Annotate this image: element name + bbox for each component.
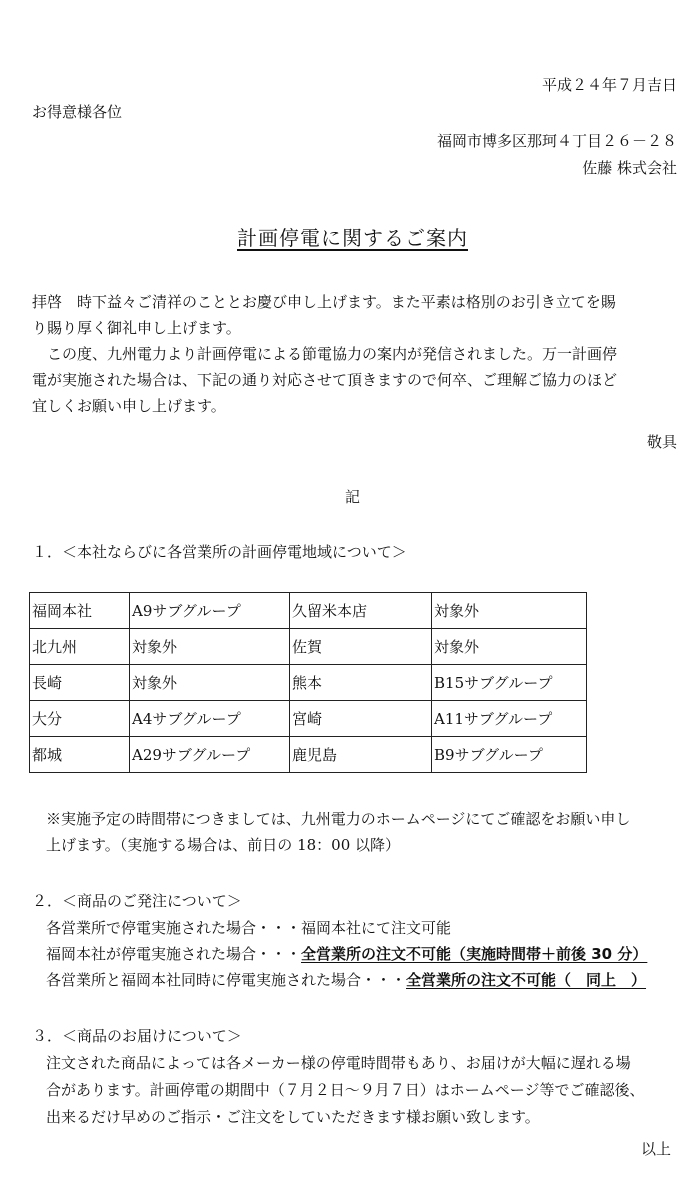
- office-name: 長崎: [30, 665, 130, 701]
- ki-heading: 記: [345, 488, 361, 506]
- table-row: [30, 701, 587, 737]
- outage-group: B15サブグループ: [432, 665, 587, 701]
- order-rule-condition: 各営業所と福岡本社同時に停電実施された場合・・・: [46, 971, 407, 989]
- table-row: [30, 737, 587, 773]
- document-title: 計画停電に関するご案内: [237, 226, 468, 250]
- outage-area-table: [29, 592, 587, 773]
- office-name: 鹿児島: [290, 737, 432, 773]
- sender-company: 佐藤 株式会社: [582, 159, 677, 177]
- table-row: [30, 593, 587, 629]
- greeting-line: この度、九州電力より計画停電による節電協力の案内が発信されました。万一計画停: [32, 345, 618, 363]
- office-name: 大分: [30, 701, 130, 737]
- outage-group: 対象外: [130, 629, 290, 665]
- note-line: ※実施予定の時間帯につきましては、九州電力のホームページにてご確認をお願い申し: [46, 810, 631, 828]
- order-rule-emphasis: 全営業所の注文不可能（ 同上 ）: [406, 971, 647, 989]
- greeting-line: 宜しくお願い申し上げます。: [32, 397, 226, 415]
- office-name: 佐賀: [290, 629, 432, 665]
- office-name: 久留米本店: [290, 593, 432, 629]
- delivery-line: 出来るだけ早めのご指示・ご注文をしていただきます様お願い致します。: [46, 1108, 540, 1126]
- section3-body: [46, 1050, 691, 1131]
- delivery-line: 注文された商品によっては各メーカー様の停電時間帯もあり、お届けが大幅に遅れる場: [46, 1054, 631, 1072]
- outage-group: 対象外: [432, 629, 587, 665]
- order-rule-emphasis: 全営業所の注文不可能（実施時間帯＋前後 30 分）: [301, 945, 648, 963]
- table-row: [30, 629, 587, 665]
- greeting-line: 電が実施された場合は、下記の通り対応させて頂きますので何卒、ご理解ご協力のほど: [32, 371, 618, 389]
- greeting-line: り賜り厚く御礼申し上げます。: [32, 319, 241, 337]
- section3-heading: ３．＜商品のお届けについて＞: [32, 1027, 242, 1045]
- greeting-paragraph: [32, 289, 682, 419]
- document-closing: 以上: [640, 1140, 671, 1158]
- office-name: 北九州: [30, 629, 130, 665]
- office-name: 福岡本社: [30, 593, 130, 629]
- outage-group: A11サブグループ: [432, 701, 587, 737]
- table-row: [30, 665, 587, 701]
- outage-group: B9サブグループ: [432, 737, 587, 773]
- greeting-line: 拝啓 時下益々ご清祥のこととお慶び申し上げます。また平素は格別のお引き立てを賜: [32, 293, 616, 311]
- office-name: 宮崎: [290, 701, 432, 737]
- office-name: 熊本: [290, 665, 432, 701]
- section2-heading: ２．＜商品のご発注について＞: [32, 892, 242, 910]
- outage-group: A29サブグループ: [130, 737, 290, 773]
- order-rule-line: [46, 967, 691, 993]
- outage-group: 対象外: [130, 665, 290, 701]
- order-rule-line: [46, 941, 691, 967]
- delivery-line: 合があります。計画停電の期間中（７月２日～９月７日）はホームページ等でご確認後、: [46, 1081, 645, 1099]
- greeting-closing: 敬具: [646, 433, 677, 451]
- order-rule-condition: 福岡本社が停電実施された場合・・・: [46, 945, 302, 963]
- section2-body: [46, 915, 691, 993]
- document-date: 平成２４年７月吉日: [541, 76, 677, 94]
- recipient: お得意様各位: [32, 103, 123, 121]
- section1-note: [46, 806, 686, 858]
- office-name: 都城: [30, 737, 130, 773]
- note-line: 上げます。（実施する場合は、前日の 18：00 以降）: [46, 836, 401, 854]
- outage-group: A9サブグループ: [130, 593, 290, 629]
- outage-group: A4サブグループ: [130, 701, 290, 737]
- section1-heading: １．＜本社ならびに各営業所の計画停電地域について＞: [32, 543, 407, 561]
- sender-address: 福岡市博多区那珂４丁目２６－２８: [436, 132, 677, 150]
- order-rule-line: 各営業所で停電実施された場合・・・福岡本社にて注文可能: [46, 919, 452, 937]
- outage-group: 対象外: [432, 593, 587, 629]
